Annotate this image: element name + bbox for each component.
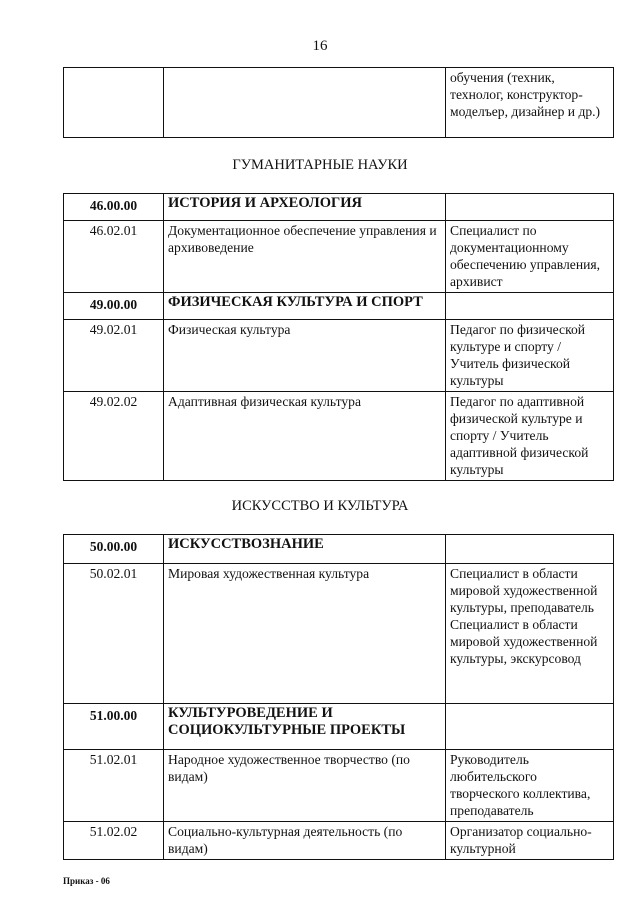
code-cell: 51.00.00 bbox=[64, 704, 164, 750]
name-cell: ИСКУССТВОЗНАНИЕ bbox=[164, 535, 446, 564]
humanities-table bbox=[63, 193, 614, 481]
qualification-cell: Руководитель любительского творческого коллектива, преподаватель bbox=[446, 750, 614, 822]
table-row bbox=[64, 750, 614, 822]
table-row bbox=[64, 535, 614, 564]
code-cell: 50.02.01 bbox=[64, 564, 164, 704]
arts-table bbox=[63, 534, 614, 860]
name-cell: Физическая культура bbox=[164, 320, 446, 392]
section-title-humanities: ГУМАНИТАРНЫЕ НАУКИ bbox=[232, 157, 408, 173]
code-cell bbox=[64, 68, 164, 138]
table-row bbox=[64, 221, 614, 293]
name-cell: ФИЗИЧЕСКАЯ КУЛЬТУРА И СПОРТ bbox=[164, 293, 446, 320]
table-row bbox=[64, 822, 614, 860]
code-cell: 49.02.01 bbox=[64, 320, 164, 392]
qualification-cell bbox=[446, 194, 614, 221]
name-cell: Народное художественное творчество (по видам) bbox=[164, 750, 446, 822]
qualification-cell: обучения (техник, технолог, конструктор-моделъер, дизайнер и др.) bbox=[446, 68, 614, 138]
table-row bbox=[64, 194, 614, 221]
name-cell: ИСТОРИЯ И АРХЕОЛОГИЯ bbox=[164, 194, 446, 221]
qualification-cell: Организатор социально-культурной bbox=[446, 822, 614, 860]
code-cell: 50.00.00 bbox=[64, 535, 164, 564]
code-cell: 51.02.01 bbox=[64, 750, 164, 822]
table-row bbox=[64, 68, 614, 138]
code-cell: 49.00.00 bbox=[64, 293, 164, 320]
code-cell: 49.02.02 bbox=[64, 392, 164, 481]
code-cell: 46.02.01 bbox=[64, 221, 164, 293]
code-cell: 51.02.02 bbox=[64, 822, 164, 860]
section-title-arts: ИСКУССТВО И КУЛЬТУРА bbox=[231, 498, 409, 514]
qualification-cell: Педагог по адаптивной физической культуре и спорту / Учитель адаптивной физической культуры bbox=[446, 392, 614, 481]
qualification-cell: Специалист в области мировой художественной культуры, преподаватель Специалист в области мировой художественной культуры, экскурсовод bbox=[446, 564, 614, 704]
footer-note: Приказ - 06 bbox=[63, 876, 110, 886]
name-cell: Мировая художественная культура bbox=[164, 564, 446, 704]
qualification-cell bbox=[446, 535, 614, 564]
page-number: 16 bbox=[312, 38, 328, 54]
qualification-cell bbox=[446, 704, 614, 750]
table-row bbox=[64, 392, 614, 481]
table-row bbox=[64, 320, 614, 392]
table-row bbox=[64, 704, 614, 750]
table-row bbox=[64, 293, 614, 320]
name-cell: Документационное обеспечение управления и архивоведение bbox=[164, 221, 446, 293]
qualification-cell bbox=[446, 293, 614, 320]
table-row bbox=[64, 564, 614, 704]
qualification-cell: Педагог по физической культуре и спорту / Учитель физической культуры bbox=[446, 320, 614, 392]
qualification-cell: Специалист по документационному обеспечению управления, архивист bbox=[446, 221, 614, 293]
name-cell: Социально-культурная деятельность (по видам) bbox=[164, 822, 446, 860]
name-cell bbox=[164, 68, 446, 138]
name-cell: КУЛЬТУРОВЕДЕНИЕ И СОЦИОКУЛЬТУРНЫЕ ПРОЕКТЫ bbox=[164, 704, 446, 750]
name-cell: Адаптивная физическая культура bbox=[164, 392, 446, 481]
top-table bbox=[63, 67, 614, 138]
code-cell: 46.00.00 bbox=[64, 194, 164, 221]
